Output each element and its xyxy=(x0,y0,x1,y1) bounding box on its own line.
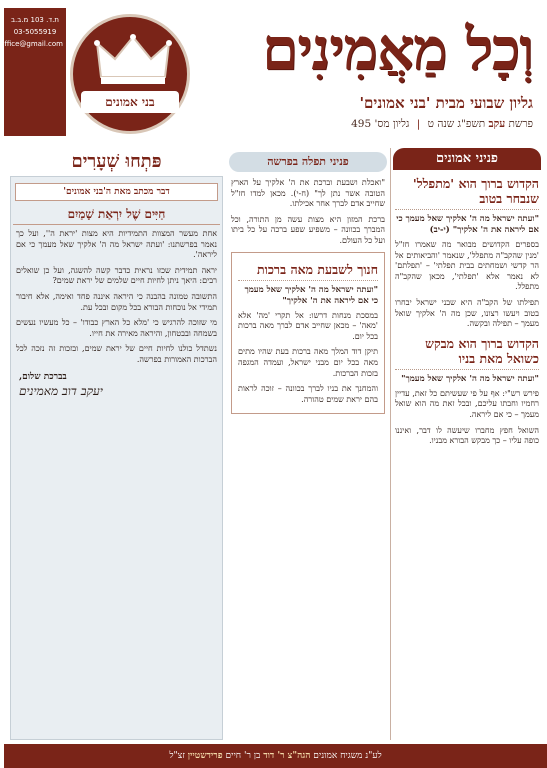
article-paragraph: במסכת מנחות דרשו: אל תקרי 'מה' אלא 'מאה' – מכאן שחייב אדם לברך מאה ברכות בכל יום. xyxy=(238,310,378,341)
editor-byline: דבר מכתב מאת ה'בני אמונים' xyxy=(15,183,218,201)
verse-quote: "ועתה ישראל מה ה' אלקיך שאל מעמך" xyxy=(401,373,539,384)
logo-name: בני אמונים xyxy=(81,91,179,113)
verse-quote: "ועתה ישראל מה ה' אלקיך שאל מעמך כי אם ליראה את ה' אלקיך" (י-יב) xyxy=(396,214,539,235)
article-paragraph: פירש רש"י: אף על פי שעשיתם כל זאת, עדיין רחמיו וחבתו עליכם, ובכל זאת מה הוא שואל מעמך – כי אם ליראה. xyxy=(395,388,539,419)
issue-line: פרשת עקב תשפ"ג שנה ט | גליון מס' 495 xyxy=(351,118,533,130)
editorial-paragraph: אחת מעשר המצוות התמידיות היא מצות 'יראת ה'', ועל כך נאמר בפרשתנו: 'ועתה ישראל מה ה' אלקיך שאל מעמך כי אם ליראה'. xyxy=(16,229,217,260)
column-middle xyxy=(229,148,387,740)
article-heading: חנוך לשבעת מאה ברכות xyxy=(238,262,378,281)
column-right xyxy=(393,148,541,740)
editorial-paragraph: מי שזוכה להרגיש כי 'מלא כל הארץ כבודו' – כל מעשיו נעשים בשמחה ובבטחון, והיראה מאירה את חייו. xyxy=(16,318,217,338)
verse-quote: "ועתה ישראל מה ה' אלקיך שאל מעמך כי אם ליראה את ה' אלקיך" xyxy=(244,284,378,306)
parasha-label: פרשת xyxy=(508,118,533,130)
editorial-heading: חַיִּים שֶׁל יִרְאַת שָׁמַיִם xyxy=(13,207,220,225)
signature: יעקב דוב מאמינים xyxy=(19,383,103,398)
footer-bar xyxy=(4,744,547,768)
parasha-name: עקב xyxy=(488,118,506,130)
article-paragraph: השואל חפץ מחברו שיעשה לו דבר, ואיננו כופה עליו – כך מבקש הבורא מבניו. xyxy=(395,425,539,446)
masthead xyxy=(0,0,547,142)
masthead-subtitle: גליון שבועי מבית 'בני אמונים' xyxy=(359,94,533,112)
contact-box xyxy=(0,8,66,136)
article-heading: הקדוש ברוך הוא מבקש כשואל מאת בניו xyxy=(395,336,539,370)
editorial-paragraph: יראה תמידית שכזו נראית כדבר קשה להשגה, ועל כן שואלים רבים: היאך ניתן לחיות חיים שלמים של יראת שמים? xyxy=(16,265,217,286)
contact-line: 03-5055919 xyxy=(13,28,57,36)
article-heading: הקדוש ברוך הוא 'מתפלל' שנבחר בטוב xyxy=(395,176,539,210)
article-paragraph: ברכת המזון היא מצות עשה מן התורה, וכל המברך בכוונה – משפיע שפע ברכה על כל ביתו ועל כל העולם. xyxy=(231,214,385,245)
section-title-pitchu-shearim: פּתְחוּ שְׁעָרִים xyxy=(71,151,162,172)
editorial-paragraph: התשובה טמונה בהבנה כי היראה איננה פחד ואימה, אלא חיבור תמידי אל נוכחות הבורא בכל מקום ובכל עת. xyxy=(16,291,217,312)
footer-dedication: לע"נ משגיח אמונים הגה"צ ר' דוד בן ר' חיים פרידשטיין זצ"ל xyxy=(169,751,382,761)
section-tab-pninei-emunim: פניני אמונים xyxy=(393,148,541,170)
contact-line: ת.ד. 103 מ.ב.ב xyxy=(10,16,59,24)
article-box xyxy=(231,252,385,415)
section-tab-prayer: פניני תפלה בפרשה xyxy=(229,152,387,172)
article-paragraph: והמחנך את בניו לברך בכוונה – זוכה לראות בהם יראת שמים טהורה. xyxy=(238,384,378,404)
article-paragraph: בספרים הקדושים מבואר מה שאמרו חז"ל 'מנין שהקב"ה מתפלל', שנאמר 'והביאותים אל הר קדשי ושמחתים בבית תפלתי' – 'תפלתם' לא נאמר אלא 'תפלתי', מכאן שהקב"ה מתפלל. xyxy=(395,240,539,292)
article-paragraph: "ואכלת ושבעת וברכת את ה' אלקיך על הארץ הטובה אשר נתן לך" (ח-י). מכאן למדו חז"ל שחייב אדם לברך אחר אכילתו. xyxy=(231,178,385,209)
column-left xyxy=(10,176,223,740)
signoff: בברכת שלום, xyxy=(19,371,67,382)
contact-line[interactable]: office@gmail.com xyxy=(0,40,63,48)
logo-seal xyxy=(70,14,190,134)
masthead-title: וְכָל מַאֲמִינִים xyxy=(262,15,533,83)
crown-icon xyxy=(93,31,173,87)
article-paragraph: תפילתו של הקב"ה היא שבני ישראל יבחרו בטוב ויעשו רצונו, שכן מה ה' אלקיך שואל מעמך – תפילה ובקשה. xyxy=(395,297,539,329)
editorial-paragraph: נשתדל כולנו לחיות חיים של יראת שמים, ובזכות זה נזכה לכל הברכות האמורות בפרשה. xyxy=(16,344,217,364)
year-label: תשפ"ג שנה ט xyxy=(427,118,486,130)
issue-number: גליון מס' 495 xyxy=(351,118,410,130)
article-paragraph: תיקן דוד המלך מאה ברכות בעת שהיו מתים מאה בכל יום מבני ישראל, ועמדה המגפה בזכות הברכות. xyxy=(238,347,378,378)
column-divider xyxy=(390,148,391,740)
